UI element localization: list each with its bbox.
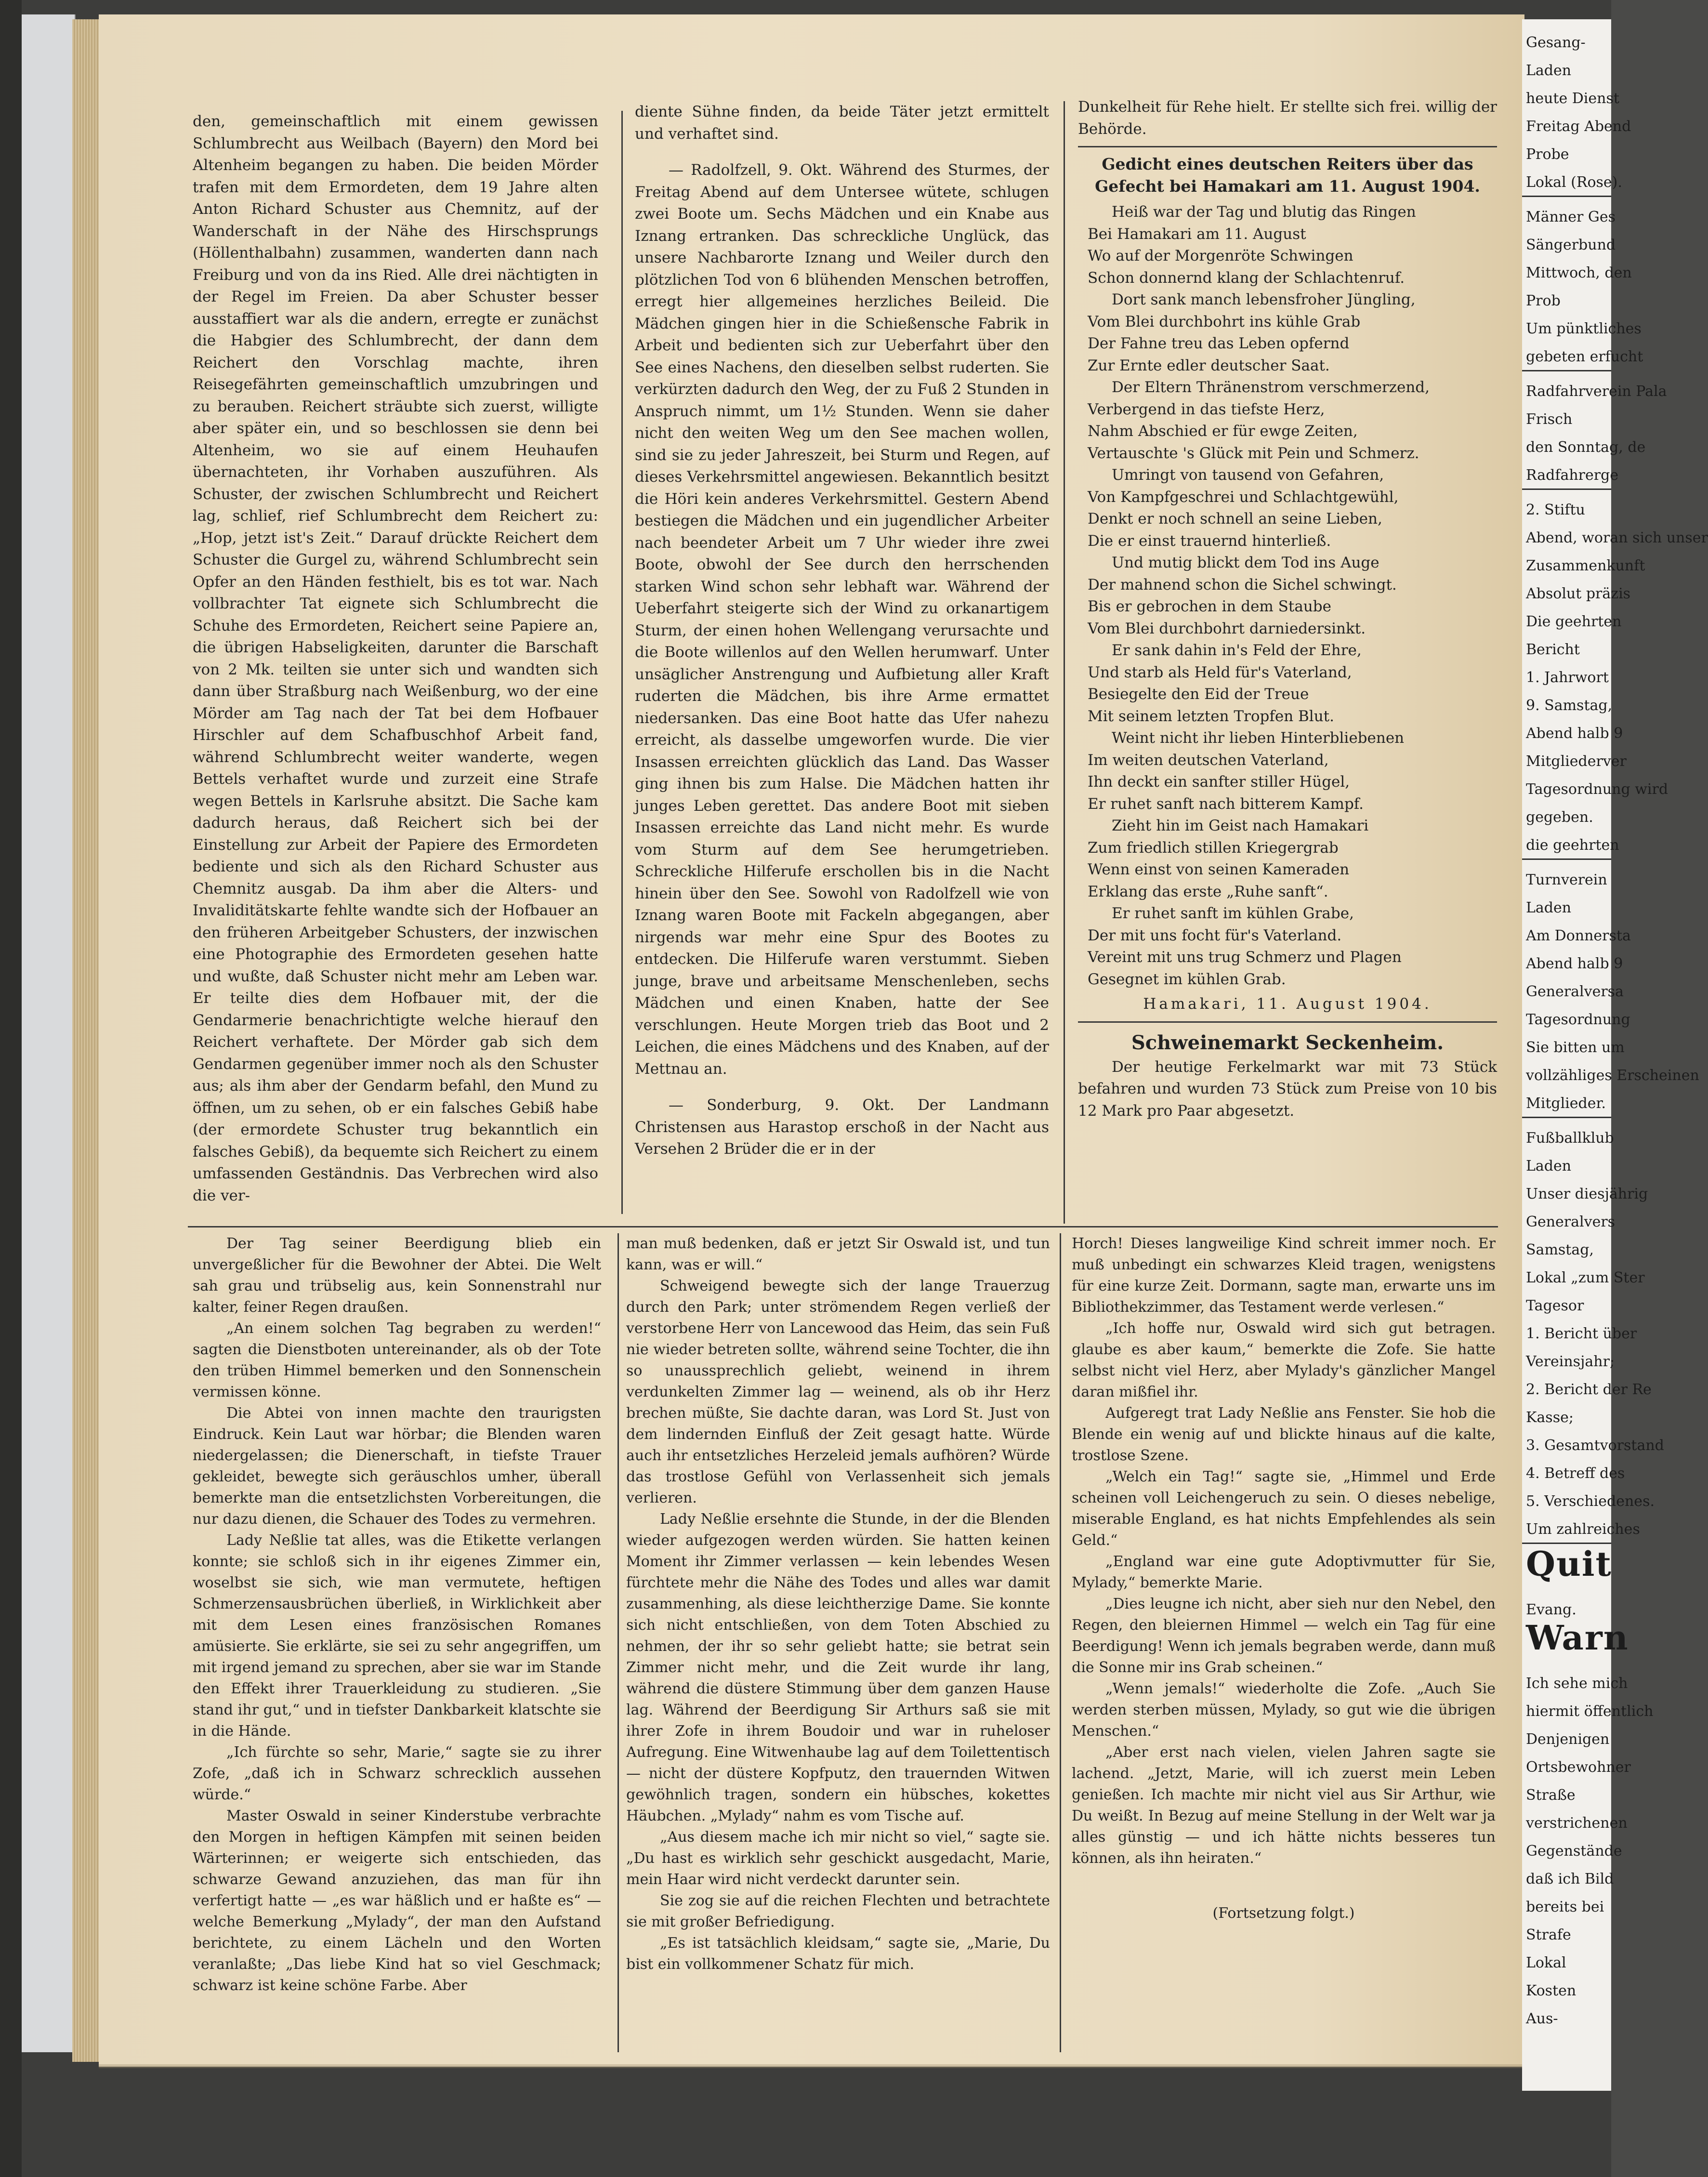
column-rule: [621, 111, 623, 1214]
poem-signature: Hamakari, 11. August 1904.: [1143, 995, 1432, 1013]
adjacent-ad-text: Gesang-: [1526, 34, 1586, 51]
adjacent-rule: [1522, 196, 1611, 197]
adjacent-rule: [1522, 488, 1611, 490]
poem-line: Von Kampfgeschrei und Schlachtgewühl,: [1088, 488, 1399, 506]
adjacent-ad-text: Bericht: [1526, 641, 1580, 658]
poem-line: Wenn einst von seinen Kameraden: [1088, 861, 1350, 878]
upper-column-3: [1078, 96, 1497, 1204]
story-paragraph: Master Oswald in seiner Kinderstube verbrachte den Morgen in heftigen Kämpfen mit seinen beiden Wärterinnen; er weigerte sich entschieden, das schwarze Gewand anzuziehen, das man für ihn verfertigt hatte — „es war häßlich und er haßte es“ — welche Bemerkung „Mylady“, der man den Aufstand berichtete, zu einem Lächeln und den Worten veranlaßte; „Das liebe Kind hat so viel Geschmack; schwarz ist keine schöne Farbe. Aber: [193, 1808, 601, 1994]
story-paragraph: Lady Neßlie ersehnte die Stunde, in der die Blenden wieder aufgezogen werden würden. Sie hatten keinen Moment ihr Zimmer verlassen — kein lebendes Wesen fürchtete mehr die Nähe des Todes und alles war damit zusammenhing, als diese leichtherzige Dame. Sie konnte sich nicht entschließen, von dem Toten Abschied zu nehmen, der ihr so sehr geliebt hatte; sie betrat sein Zimmer nicht mehr, und die Zeit wurde ihr lang, während die düstere Stimmung über dem ganzen Hause lag. Während der Beerdigung Sir Arthurs saß sie mit ihrer Zofe in ihrem Boudoir und war in ruheloser Aufregung. Eine Witwenhaube lag auf dem Toilettentisch — nicht der düstere Kopfputz, den trauernden Witwen gewöhnlich tragen, sondern ein hübsches, kokettes Häubchen. „Mylady“ nahm es vom Tische auf.: [626, 1511, 1050, 1824]
story-paragraph: Die Abtei von innen machte den traurigsten Eindruck. Kein Laut war hörbar; die Blenden waren niedergelassen; die Dienerschaft, in tiefste Trauer gekleidet, bewegte sich geräuschlos umher, überall bemerkte man die entsetzlichsten Vorbereitungen, die nur dazu dienen, die Schauer des Todes zu vermehren.: [193, 1405, 601, 1528]
column-rule: [618, 1233, 619, 2052]
adjacent-ad-text: vollzähliges Erscheinen: [1526, 1067, 1699, 1084]
adjacent-ad-text: Generalversa: [1526, 983, 1624, 1000]
adjacent-ad-text: Ortsbewohner: [1526, 1759, 1631, 1776]
story-paragraph: „Es ist tatsächlich kleidsam,“ sagte sie, „Marie, Du bist ein vollkommener Schatz für mich.: [626, 1935, 1050, 1973]
poem-line: Denkt er noch schnell an seine Lieben,: [1088, 510, 1382, 528]
story-paragraph: „Aber erst nach vielen, vielen Jahren sagte sie lachend. „Jetzt, Marie, will ich zuerst mein Leben genießen. Ich machte mir nicht viel aus Sir Arthur, wie Du weißt. In Bezug auf meine Stellung in der Welt war ja alles günstig — und ich hätte nichts besseres tun können, als ihn heiraten.“: [1072, 1744, 1496, 1867]
article-sonderburg: — Sonderburg, 9. Okt. Der Landmann Christensen aus Harastop erschoß in der Nacht aus Versehen 2 Brüder die er in der: [635, 1096, 1049, 1158]
adjacent-ad-text: 2. Stiftu: [1526, 501, 1585, 518]
poem-line: Die er einst trauernd hinterließ.: [1088, 532, 1331, 550]
poem-line: Er ruhet sanft nach bitterem Kampf.: [1088, 795, 1364, 813]
adjacent-ad-text: Laden: [1526, 1158, 1572, 1174]
adjacent-ad-text: 3. Gesamtvorstand: [1526, 1437, 1664, 1454]
adjacent-rule: [1522, 1117, 1611, 1118]
adjacent-ad-heading: Warn: [1526, 1618, 1629, 1658]
poem-line: Und mutig blickt dem Tod ins Auge: [1112, 554, 1380, 571]
adjacent-ad-text: Unser diesjährig: [1526, 1186, 1648, 1202]
lower-column-2: [626, 1233, 1050, 2047]
adjacent-ad-text: Evang.: [1526, 1601, 1577, 1618]
adjacent-ad-text: Mitglieder.: [1526, 1095, 1606, 1112]
adjacent-ad-text: 1. Jahrwort: [1526, 669, 1609, 686]
adjacent-ad-text: bereits bei: [1526, 1899, 1604, 1915]
story-paragraph: man muß bedenken, daß er jetzt Sir Oswald ist, und tun kann, was er will.“: [626, 1235, 1050, 1273]
adjacent-rule: [1522, 370, 1611, 371]
adjacent-ad-text: hiermit öffentlich: [1526, 1703, 1654, 1720]
adjacent-ad-text: Sie bitten um: [1526, 1039, 1625, 1056]
adjacent-ad-text: Strafe: [1526, 1926, 1571, 1943]
adjacent-ad-text: Tagesor: [1526, 1297, 1584, 1314]
adjacent-ad-text: Kosten: [1526, 1982, 1577, 1999]
adjacent-ad-text: Tagesordnung: [1526, 1011, 1630, 1028]
adjacent-ad-text: Mitgliederver: [1526, 753, 1627, 770]
lower-column-1: [193, 1233, 601, 2047]
adjacent-ad-text: Die geehrten: [1526, 613, 1622, 630]
adjacent-ad-heading: Quit: [1526, 1544, 1612, 1584]
adjacent-ad-text: Tagesordnung wird: [1526, 781, 1669, 798]
story-paragraph: „Welch ein Tag!“ sagte sie, „Himmel und Erde scheinen voll Leichengeruch zu sein. O dieses nebelige, miserable England, es hat nichts Empfehlendes als sein Geld.“: [1072, 1468, 1496, 1549]
adjacent-ad-text: Männer Ges: [1526, 209, 1616, 225]
column-rule: [1064, 101, 1065, 1224]
article-text: diente Sühne finden, da beide Täter jetzt ermittelt und verhaftet sind.: [635, 103, 1049, 143]
poem-line: Verbergend in das tiefste Herz,: [1088, 400, 1325, 418]
adjacent-ad-text: Vereinsjahr;: [1526, 1353, 1615, 1370]
poem-line: Gesegnet im kühlen Grab.: [1088, 970, 1286, 988]
adjacent-ad-text: Gegenstände: [1526, 1843, 1622, 1860]
poem-line: Erklang das erste „Ruhe sanft“.: [1088, 883, 1328, 900]
adjacent-ad-text: 1. Bericht über: [1526, 1325, 1637, 1342]
story-paragraph: Schweigend bewegte sich der lange Trauerzug durch den Park; unter strömendem Regen verließ der verstorbene Herr von Lancewood das Heim, das sein Fuß nie wieder betreten sollte, während seine Tochter, die ihn so unaussprechlich geliebt, weinend in ihrem verdunkelten Zimmer lag — weinend, als ob ihr Herz brechen müßte, Sie dachte daran, was Lord St. Just von dem lindernden Einfluß der Zeit gesagt hatte. Würde auch ihr entsetzliches Herzeleid jemals aufhören? Würde das trostlose Gefühl von Verlassenheit sich jemals verlieren.: [626, 1278, 1050, 1506]
adjacent-ad-text: 9. Samstag,: [1526, 697, 1613, 714]
poem-line: Heiß war der Tag und blutig das Ringen: [1112, 203, 1416, 221]
story-paragraph: „Wenn jemals!“ wiederholte die Zofe. „Auch Sie werden sterben müssen, Mylady, so gut wie die übrigen Menschen.“: [1072, 1680, 1496, 1740]
adjacent-ad-text: Lokal: [1526, 1954, 1566, 1971]
adjacent-ad-text: Generalvers: [1526, 1214, 1616, 1230]
adjacent-ad-text: Lokal (Rose).: [1526, 174, 1622, 191]
poem-line: Der mahnend schon die Sichel schwingt.: [1088, 576, 1397, 594]
poem-line: Der Fahne treu das Leben opfernd: [1088, 335, 1350, 352]
adjacent-ad-text: Frisch: [1526, 411, 1573, 428]
adjacent-ad-text: Um pünktliches: [1526, 320, 1642, 337]
adjacent-ad-text: 2. Bericht der Re: [1526, 1381, 1652, 1398]
story-paragraph: „England war eine gute Adoptivmutter für Sie, Mylady,“ bemerkte Marie.: [1072, 1553, 1496, 1591]
story-paragraph: „An einem solchen Tag begraben zu werden!“ sagten die Dienstboten untereinander, als ob der Tote den trüben Himmel bemerken und den Sonnenschein vermissen könne.: [193, 1320, 601, 1400]
poem-title: Gedicht eines deutschen Reiters über das Gefecht bei Hamakari am 11. August 1904.: [1095, 155, 1480, 196]
adjacent-ad-text: Lokal „zum Ster: [1526, 1269, 1645, 1286]
adjacent-ad-text: gegeben.: [1526, 809, 1593, 826]
adjacent-ad-text: 4. Betreff des: [1526, 1465, 1625, 1482]
story-paragraph: Lady Neßlie tat alles, was die Etikette verlangen konnte; sie schloß sich in ihr eigenes Zimmer ein, woselbst sie sich, wie man vermutete, heftigen Schmerzensausbrüchen überließ, in Wirklichkeit aber mit dem Lesen eines französischen Romanes amüsierte. Sie erklärte, sie sei zu sehr angegriffen, um mit irgend jemand zu sprechen, aber sie war im Stande den Effekt ihrer Trauerkleidung zu studieren. „Sie stand ihr gut,“ und in tiefster Dankbarkeit klatschte sie in die Hände.: [193, 1532, 601, 1740]
adjacent-ad-text: gebeten erfucht: [1526, 348, 1643, 365]
poem-line: Er ruhet sanft im kühlen Grabe,: [1112, 905, 1354, 922]
adjacent-ad-text: Laden: [1526, 62, 1572, 79]
adjacent-ad-text: Radfahrerge: [1526, 467, 1619, 484]
adjacent-ad-text: die geehrten: [1526, 837, 1619, 854]
poem-line: Der Eltern Thränenstrom verschmerzend,: [1112, 379, 1430, 396]
adjacent-ad-text: Straße: [1526, 1787, 1576, 1804]
adjacent-page: [1522, 19, 1708, 2091]
adjacent-rule: [1522, 858, 1611, 860]
continued-note: (Fortsetzung folgt.): [1212, 1905, 1355, 1922]
story-paragraph: Aufgeregt trat Lady Neßlie ans Fenster. Sie hob die Blende ein wenig auf und blickte hinaus auf die kalte, trostlose Szene.: [1072, 1405, 1496, 1464]
adjacent-ad-text: heute Dienst: [1526, 90, 1619, 107]
adjacent-ad-text: Aus-: [1526, 2010, 1558, 2027]
poem: [1078, 201, 1497, 990]
adjacent-ad-text: Absolut präzis: [1526, 585, 1631, 602]
story-paragraph: „Aus diesem mache ich mir nicht so viel,“ sagte sie. „Du hast es wirklich sehr geschickt ausgedacht, Marie, mein Haar wird nicht verdeckt darunter sein.: [626, 1829, 1050, 1888]
adjacent-ad-text: Ich sehe mich: [1526, 1675, 1628, 1692]
adjacent-ad-text: 5. Verschiedenes.: [1526, 1493, 1655, 1510]
adjacent-ad-text: Abend halb 9: [1526, 725, 1623, 742]
adjacent-ad-text: Um zahlreiches: [1526, 1521, 1640, 1538]
story-paragraph: „Ich hoffe nur, Oswald wird sich gut betragen. glaube es aber kaum,“ bemerkte die Zofe. Sie hatte selbst nicht viel Herz, aber Mylady's gänzlicher Mangel daran mißfiel ihr.: [1072, 1320, 1496, 1400]
adjacent-ad-text: Prob: [1526, 292, 1561, 309]
adjacent-ad-text: Laden: [1526, 899, 1572, 916]
adjacent-ad-text: Turnverein: [1526, 871, 1607, 888]
article-text: den, gemeinschaftlich mit einem gewissen Schlumbrecht aus Weilbach (Bayern) den Mord bei Altenheim begangen zu haben. Die beiden Mörder trafen mit dem Ermordeten, dem 19 Jahre alten Anton Richard Schuster aus Chemnitz, auf der Wanderschaft in der Nähe des Hirschsprungs (Höllenthalbahn) zusammen, wanderten dann nach Freiburg und von da ins Ried. Alle drei nächtigten in der Regel im Freien. Da aber Schuster besser ausstaffiert war als die andern, erregte er zunächst die Habgier des Schlumbrecht, der dann dem Reichert den Vorschlag machte, ihren Reisegefährten gemeinschaftlich umzubringen und zu berauben. Reichert sträubte sich zuerst, willigte aber später ein, und so beschlossen sie denn bei Altenheim, wo sie auf einem Heuhaufen übernachteten, ihr Vorhaben auszuführen. Als Schuster, der zwischen Schlumbrecht und Reichert lag, schlief, rief Schlumbrecht dem Reichert zu: „Hop, jetzt ist's Zeit.“ Darauf drückte Reichert dem Schuster die Gurgel zu, während Schlumbrecht sein Opfer an den Händen festhielt, bis es tot war. Nach vollbrachter Tat eignete sich Schlumbrecht die Schuhe des Ermordeten, Reichert seine Papiere an, die übrigen Habseligkeiten, darunter die Barschaft von 2 Mk. teilten sie unter sich und wandten sich dann über Straßburg nach Weißenburg, wo der eine Mörder am Tag nach der Tat bei dem Hofbauer Hirschler auf dem Schafbuschhof Arbeit fand, während Schlumbrecht weiter wanderte, wegen Bettels verhaftet wurde und zurzeit eine Strafe wegen Bettels in Karlsruhe absitzt. Die Sache kam dadurch heraus, daß Reichert sich bei der Einstellung zur Arbeit der Papiere des Ermordeten bediente und sich als den Richard Schuster aus Chemnitz ausgab. Da ihm aber die Alters- und Invaliditätskarte fehlte wandte sich der Hofbauer an den früheren Arbeitgeber Schusters, der inzwischen eine Photographie des Ermordeten gesehen hatte und wußte, daß Schuster nicht mehr am Leben war. Er teilte dies dem Hofbauer mit, der die Gendarmerie benachrichtigte welche hierauf den Reichert verhaftete. Der Mörder gab sich dem Gendarmen gegenüber immer noch als den Schuster aus; als ihm aber der Gendarm befahl, den Mund zu öffnen, um zu sehen, ob er ein falsches Gebiß habe (der ermordete Schuster trug bekanntlich ein falsches Gebiß), da bequemte sich Reichert zu einem umfassenden Geständnis. Das Verbrechen wird also die ver-: [193, 113, 598, 1204]
story-paragraph: Der Tag seiner Beerdigung blieb ein unvergeßlicher für die Bewohner der Abtei. Die Welt sah grau und trübselig aus, kein Sonnenstrahl nur kalter, feiner Regen draußen.: [193, 1235, 601, 1316]
poem-line: Bei Hamakari am 11. August: [1088, 225, 1306, 243]
poem-line: Besiegelte den Eid der Treue: [1088, 686, 1309, 703]
section-rule: [188, 1226, 1498, 1227]
column-rule: [1060, 1233, 1061, 2052]
book-cover-edge: [22, 14, 76, 2052]
adjacent-ad-text: Radfahrverein Pala: [1526, 383, 1667, 400]
poem-line: Schon donnernd klang der Schlachtenruf.: [1088, 269, 1405, 287]
poem-line: Bis er gebrochen in dem Staube: [1088, 598, 1331, 615]
adjacent-ad-text: Probe: [1526, 146, 1569, 163]
poem-line: Zum friedlich stillen Kriegergrab: [1088, 839, 1339, 857]
page-bottom-shadow: [99, 2064, 1524, 2068]
poem-line: Vertauschte 's Glück mit Pein und Schmerz.: [1088, 444, 1419, 462]
lower-column-3: [1072, 1233, 1496, 2047]
story-paragraph: Sie zog sie auf die reichen Flechten und betrachtete sie mit großer Befriedigung.: [626, 1892, 1050, 1930]
poem-line: Wo auf der Morgenröte Schwingen: [1088, 247, 1353, 264]
adjacent-ad-text: Abend, woran sich unser: [1526, 529, 1708, 546]
poem-line: Vereint mit uns trug Schmerz und Plagen: [1088, 949, 1402, 966]
upper-column-1: [193, 111, 598, 1204]
poem-line: Mit seinem letzten Tropfen Blut.: [1088, 707, 1334, 725]
adjacent-ad-text: Kasse;: [1526, 1409, 1574, 1426]
poem-line: Ihn deckt ein sanfter stiller Hügel,: [1088, 773, 1350, 791]
poem-line: Der mit uns focht für's Vaterland.: [1088, 926, 1342, 944]
story-paragraph: Horch! Dieses langweilige Kind schreit immer noch. Er muß unbedingt ein schwarzes Kleid tragen, wenigstens für eine kurze Zeit. Dormann, sagte man, erwarte uns im Bibliothekzimmer, das Testament werde verlesen.“: [1072, 1235, 1496, 1316]
article-text: Dunkelheit für Rehe hielt. Er stellte sich frei. willig der Behörde.: [1078, 98, 1497, 138]
story-paragraph: „Ich fürchte so sehr, Marie,“ sagte sie zu ihrer Zofe, „daß ich in Schwarz schrecklich aussehen würde.“: [193, 1744, 601, 1803]
adjacent-ad-text: daß ich Bild: [1526, 1871, 1614, 1887]
poem-line: Weint nicht ihr lieben Hinterbliebenen: [1112, 729, 1405, 747]
adjacent-ad-text: Samstag,: [1526, 1241, 1594, 1258]
poem-line: Im weiten deutschen Vaterland,: [1088, 751, 1329, 769]
poem-line: Er sank dahin in's Feld der Ehre,: [1112, 642, 1362, 659]
poem-line: Und starb als Held für's Vaterland,: [1088, 663, 1352, 681]
adjacent-ad-text: verstrichenen: [1526, 1815, 1628, 1832]
market-title: Schweinemarkt Seckenheim.: [1131, 1031, 1444, 1054]
poem-line: Umringt von tausend von Gefahren,: [1112, 466, 1384, 484]
poem-line: Zieht hin im Geist nach Hamakari: [1112, 817, 1369, 834]
page-stack-edge: [72, 19, 101, 2062]
poem-line: Nahm Abschied er für ewge Zeiten,: [1088, 422, 1358, 440]
adjacent-ad-text: Am Donnersta: [1526, 927, 1631, 944]
story-paragraph: „Dies leugne ich nicht, aber sieh nur den Nebel, den Regen, den bleiernen Himmel — welch ein Tag für eine Beerdigung! Wenn ich jemals begraben werde, dann muß die Sonne mir ins Grab scheinen.“: [1072, 1596, 1496, 1676]
adjacent-ad-text: Mittwoch, den: [1526, 264, 1632, 281]
poem-line: Vom Blei durchbohrt ins kühle Grab: [1088, 313, 1361, 330]
adjacent-ad-text: Abend halb 9: [1526, 955, 1623, 972]
adjacent-ad-text: Fußballklub: [1526, 1130, 1614, 1147]
adjacent-ad-text: Freitag Abend: [1526, 118, 1631, 135]
article-radolfzell: — Radolfzell, 9. Okt. Während des Sturmes, der Freitag Abend auf dem Untersee wütete, schlugen zwei Boote um. Sechs Mädchen und ein Knabe aus Iznang ertranken. Das schreckliche Unglück, das unsere Nachbarorte Iznang und Weiler durch den plötzlichen Tod von 6 blühenden Menschen betroffen, erregt hier allgemeines herzliches Beileid. Die Mädchen gingen hier in die Schießensche Fabrik in Arbeit und bedienten sich zur Ueberfahrt über den See eines Nachens, den dieselben selbst ruderten. Sie verkürzten dadurch den Weg, der zu Fuß 2 Stunden in Anspruch nimmt, um 1½ Stunden. Wenn sie daher nicht den weiten Weg um den See machen wollen, sind sie zu jeder Jahreszeit, bei Sturm und Regen, auf dieses Verkehrsmittel angewiesen. Bekanntlich besitzt die Höri kein anderes Verkehrsmittel. Gestern Abend bestiegen die Mädchen und ein jugendlicher Arbeiter nach beendeter Arbeit um 7 Uhr wieder ihre zwei Boote, obwohl der See durch den herrschenden starken Wind schon sehr lebhaft war. Während der Ueberfahrt steigerte sich der Wind zu orkanartigem Sturm, der einen hohen Wellengang verursachte und die Boote willenlos auf den Wellen herumwarf. Unter unsäglicher Anstrengung und Aufbietung aller Kraft ruderten die Mädchen, bis ihre Arme ermattet niedersanken. Das eine Boot hatte das Ufer nahezu erreicht, als dasselbe umgeworfen wurde. Die vier Insassen erreichten glücklich das Land. Das Wasser ging ihnen bis zum Halse. Die Mädchen hatten ihr junges Leben gerettet. Das andere Boot mit sieben Insassen erreichte das Land nicht mehr. Es wurde vom Sturm auf dem See herumgetrieben. Schreckliche Hilferufe erschollen bis in die Nacht hinein über den See. Sowohl von Radolfzell wie von Iznang waren Boote mit Fackeln abgegangen, aber nirgends war mehr eine Spur des Bootes zu entdecken. Die Hilferufe waren verstummt. Sieben junge, brave und arbeitsame Menschenleben, sechs Mädchen und einen Knaben, hatte der See verschlungen. Heute Morgen trieb das Boot und 2 Leichen, die eines Mädchens und des Knaben, auf der Mettnau an.: [635, 161, 1049, 1078]
poem-line: Zur Ernte edler deutscher Saat.: [1088, 356, 1330, 374]
poem-line: Vom Blei durchbohrt darniedersinkt.: [1088, 620, 1366, 637]
poem-line: Dort sank manch lebensfroher Jüngling,: [1112, 291, 1416, 308]
adjacent-ad-text: Sängerbund: [1526, 237, 1616, 253]
upper-column-2: [635, 101, 1049, 1214]
scan-edge: [0, 0, 22, 2177]
market-text: Der heutige Ferkelmarkt war mit 73 Stück befahren und wurden 73 Stück zum Preise von 10 bis 12 Mark pro Paar abgesetzt.: [1078, 1058, 1497, 1120]
adjacent-ad-text: den Sonntag, de: [1526, 439, 1646, 456]
adjacent-ad-text: Denjenigen: [1526, 1731, 1610, 1748]
adjacent-ad-text: Zusammenkunft: [1526, 557, 1645, 574]
